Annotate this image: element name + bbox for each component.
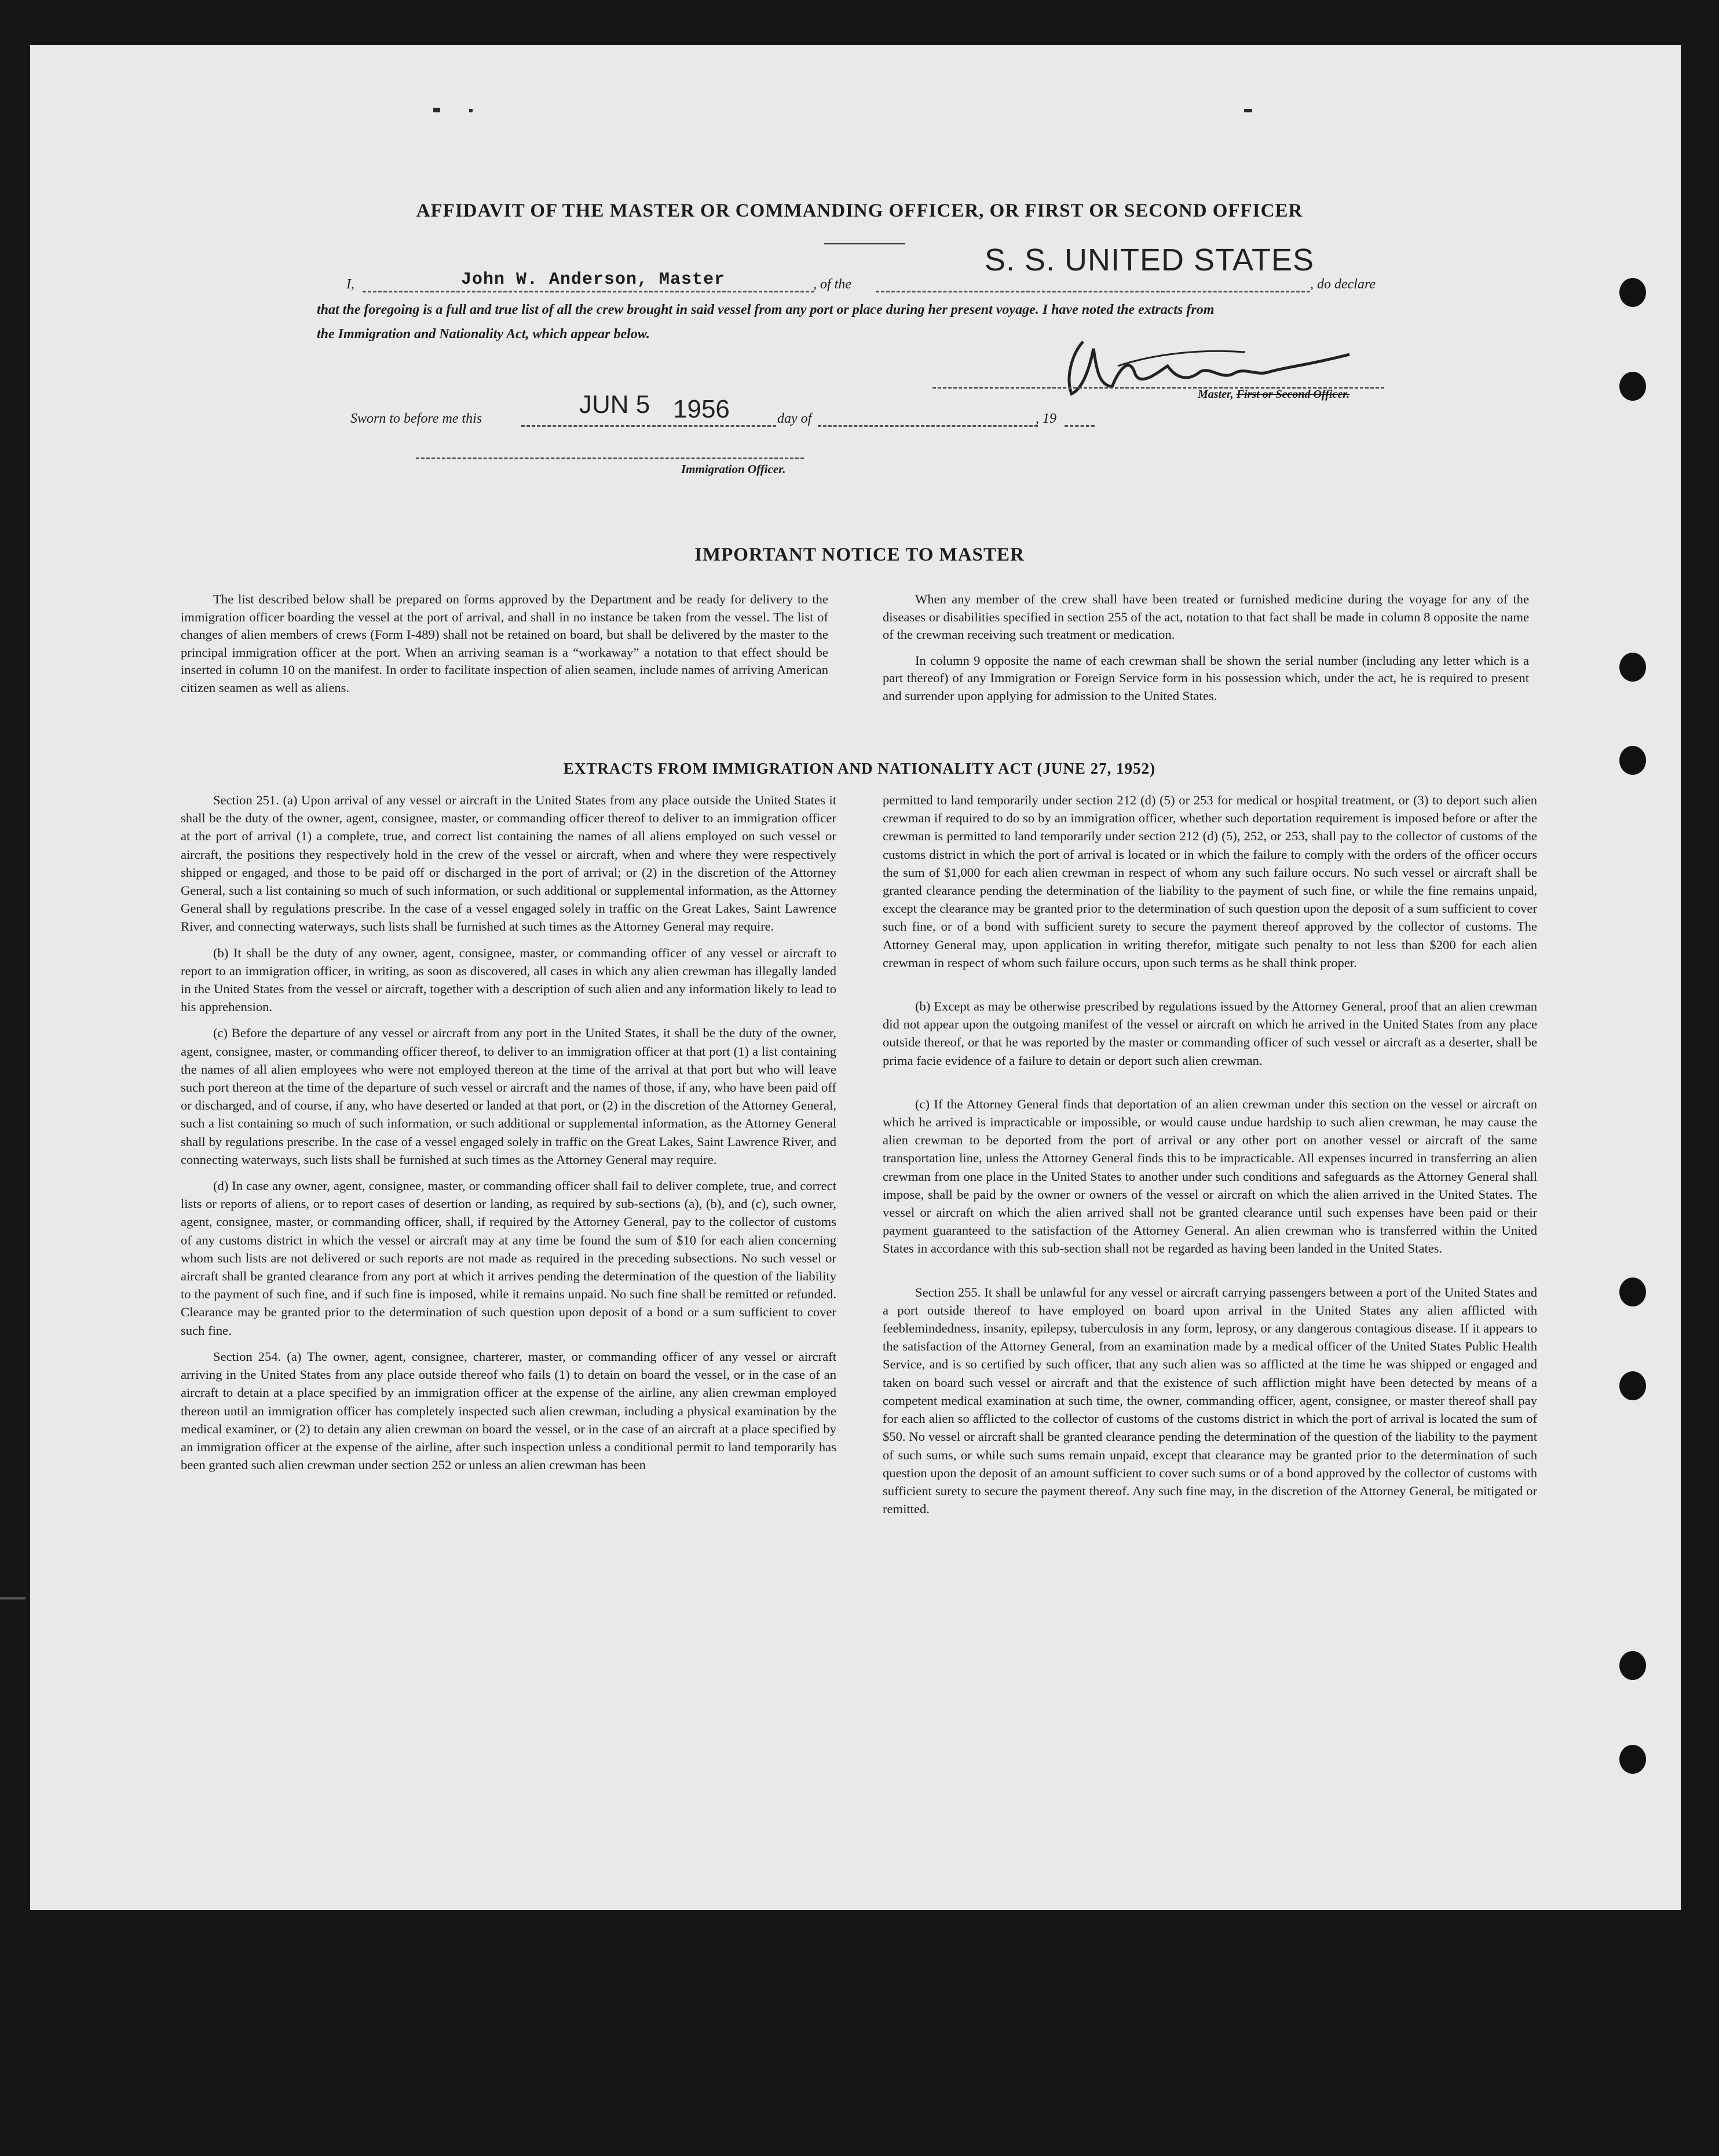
punch-hole-5 [1619,1278,1646,1306]
scan-mark-left-edge [0,1597,25,1599]
caption-master: Master, [1198,388,1234,401]
scan-mark-top-left [433,108,440,112]
caption-struck: First or Second Officer. [1236,388,1349,401]
punch-hole-8 [1619,1745,1646,1774]
of-the-label: , of the [813,277,851,292]
extracts-right-column [883,791,1537,1526]
punch-hole-2 [1619,372,1646,401]
notice-right-column [883,591,1529,713]
master-name: John W. Anderson, Master [461,270,726,290]
affidavit-title: AFFIDAVIT OF THE MASTER OR COMMANDING OFFICER, OR FIRST OR SECOND OFFICER [416,200,1303,221]
name-line [363,291,814,292]
vessel-line [876,291,1310,292]
statement-line-2: the Immigration and Nationality Act, which appear below. [317,327,650,342]
punch-hole-3 [1619,653,1646,682]
extracts-left-column [181,791,836,1482]
section-254a: Section 254. (a) The owner, agent, consignee, charterer, master, or commanding officer of any vessel or aircraft arriving in the United States from any place outside thereof who fails (1) to detain on board the vessel, or in the case of an aircraft to detain at a place specified by an immigration officer at the expense of the airline, any alien crewman employed thereon until an immigration officer has completely inspected such alien crewman, including a physical examination by the medical examiner, or (2) to detain any alien crewman on board the vessel, or in the case of an aircraft at a place specified by an immigration officer at the expense of the airline, after such inspection unless a conditional permit to land temporarily has been granted such alien crewman under section 252 or unless an alien crewman has been [181,1349,836,1473]
section-251a: Section 251. (a) Upon arrival of any vessel or aircraft in the United States from any place outside the United States it shall be the duty of the owner, agent, consignee, master, or commanding officer thereof to deliver to an immigration officer at the port of arrival (1) a complete, true, and correct list containing the names of all aliens employed on such vessel or aircraft, the positions they respectively hold in the crew of the vessel or aircraft, when and where they were respectively shipped or engaged, and those to be paid off or discharged in the port of arrival; or (2) in the discretion of the Attorney General, such a list containing so much of such information, or such additional or supplemental information, as the Attorney General shall by regulations prescribe. In the case of a vessel engaged solely in traffic on the Great Lakes, Saint Lawrence River, and connecting waterways, such lists shall be furnished at such times as the Attorney General may require. [181,793,836,934]
section-254b: (b) Except as may be otherwise prescribed by regulations issued by the Attorney General, proof that an alien crewman did not appear upon the outgoing manifest of the vessel or aircraft on which he arrived in the United States from any place outside thereof, or that he was reported by the master or commanding officer of such vessel or aircraft as a deserter, shall be prima facie evidence of a failure to detain or deport such alien crewman. [883,999,1537,1068]
year-line [1065,425,1095,427]
month-line [818,425,1038,427]
title-rule [824,243,905,244]
sworn-label: Sworn to before me this [350,411,482,426]
year-prefix: , 19 [1036,411,1056,426]
section-251c: (c) Before the departure of any vessel or aircraft from any port in the United States, it shall be the duty of the owner, agent, consignee, master, or commanding officer thereof, to deliver to an immigration officer at that port (1) a list containing the names of all alien employees who were not employed thereon at the time of the arrival at that port but who will leave such port thereon at the time of the departure of such vessel or aircraft and the names of those, if any, who have been paid off or discharged, and of course, if any, who have deserted or landed at that port, or (2) in the discretion of the Attorney General, such a list containing so much of such information, or such additional or supplemental information, as the Attorney General shall by regulations prescribe. In the case of a vessel engaged solely in traffic on the Great Lakes, Saint Lawrence River, and connecting waterways, such lists shall be furnished at such times as the Attorney General may require. [181,1026,836,1167]
section-254c: (c) If the Attorney General finds that deportation of an alien crewman under this section on the vessel or aircraft on which he arrived is impracticable or impossible, or would cause undue hardship to such alien crewman, he may cause the alien crewman to be deported from the port of arrival or any other port on another vessel or aircraft of the same transportation line, unless the Attorney General finds this to be impracticable. All expenses incurred in transferring an alien crewman from one place in the United States to another under such conditions and safeguards as the Attorney General shall impose, shall be paid by the owner or owners of the vessel or aircraft on which the alien arrived in the United States. The vessel or aircraft on which the alien arrived shall not be granted clearance until such expenses have been paid or their payment guaranteed to the satisfaction of the Attorney General. An alien crewman who is transferred within the United States in accordance with this sub-section shall not be regarded as having been landed in the United States. [883,1096,1537,1256]
sworn-year-stamp: 1956 [673,395,730,423]
section-254a-continued: permitted to land temporarily under section 212 (d) (5) or 253 for medical or hospital treatment, or (3) to deport such alien crewman if required to do so by an immigration officer, whether such deportation requirement is imposed before or after the crewman is permitted to land temporarily under section 212 (d) (5), 252, or 253, shall pay to the collector of customs of the customs district in which the port of arrival is located or in which the failure to comply with the orders of the officer occurs the sum of $1,000 for each alien crewman in respect of whom any such failure occurs. No such vessel or aircraft shall be granted clearance pending the determination of the liability to the payment of such fine, or while the fine remains unpaid, except the clearance may be granted prior to the determination of such question upon the deposit of a sum sufficient to cover such fine, or of a bond with sufficient surety to secure the payment thereof approved by the collector of customs. The Attorney General may, upon application in writing therefor, mitigate such penalty to not less than $200 for each alien crewman in respect of whom such failure occurs, upon such terms as he shall think proper. [883,793,1537,970]
sworn-day-line [521,425,776,427]
day-of-label: day of [777,411,812,426]
statement-line-1: that the foregoing is a full and true list of all the crew brought in said vessel from any port or place during her present voyage. I have noted the extracts from [317,302,1215,317]
officer-line [416,457,804,459]
punch-hole-7 [1619,1651,1646,1680]
do-declare-label: , do declare [1310,277,1376,292]
scan-mark-top-right [1244,109,1252,112]
immigration-officer-label: Immigration Officer. [681,462,786,476]
scan-mark-top-mid [469,109,473,112]
signature-caption [1198,388,1349,401]
extracts-title: EXTRACTS FROM IMMIGRATION AND NATIONALITY ACT (JUNE 27, 1952) [563,760,1156,777]
section-251b: (b) It shall be the duty of any owner, agent, consignee, master, or commanding officer of any vessel or aircraft to report to an immigration officer, in writing, as soon as discovered, all cases in which any alien crewman has illegally landed in the United States from the vessel or aircraft, together with a description of such alien and any information likely to lead to his apprehension. [181,945,836,1015]
pre-i-label: I, [346,277,354,292]
sworn-date-stamp: JUN 5 [579,390,650,419]
notice-title: IMPORTANT NOTICE TO MASTER [694,544,1025,565]
punch-hole-1 [1619,278,1646,307]
section-251d: (d) In case any owner, agent, consignee, master, or commanding officer shall fail to deliver complete, true, and correct lists or reports of aliens, or to report cases of desertion or landing, as required by sub-sections (a), (b), and (c), such owner, agent, consignee, master, or commanding officer, shall, if required by the Attorney General, pay to the collector of customs of any customs district in which the vessel or aircraft may at any time be found the sum of $10 for each alien concerning whom such lists are not delivered or such reports are not made as required in the preceding subsections. No such vessel or aircraft shall be granted clearance from any port at which it arrives pending the determination of the question of the liability to the payment of such fine, and if such fine is imposed, while it remains unpaid. No such fine shall be remitted or refunded. Clearance may be granted prior to the determination of such question upon deposit of a bond or a sum sufficient to cover such fine. [181,1178,836,1338]
notice-left-paragraph: The list described below shall be prepared on forms approved by the Department and be ready for delivery to the immigration officer boarding the vessel at the port of arrival, and shall in no instance be taken from the vessel. The list of changes of alien members of crews (Form I-489) shall not be retained on board, but shall be delivered by the master to the principal immigration officer at the port. When an arriving seaman is a “workaway” a notation to that effect should be inserted in column 10 on the manifest. In order to facilitate inspection of alien seamen, include names of arriving American citizen seamen as well as aliens. [181,592,828,695]
notice-left-column [181,591,828,705]
vessel-name: S. S. UNITED STATES [985,243,1315,277]
notice-right-paragraph-1: When any member of the crew shall have been treated or furnished medicine during the voyage for any of the diseases or disabilities specified in section 255 of the act, notation to that fact shall be made in column 8 opposite the name of the crewman receiving such treatment or medication. [883,592,1529,642]
notice-right-paragraph-2: In column 9 opposite the name of each crewman shall be shown the serial number (including any letter which is a part thereof) of any Immigration or Foreign Service form in his possession which, under the act, he is required to present and surrender upon applying for admission to the United States. [883,653,1529,703]
section-255: Section 255. It shall be unlawful for any vessel or aircraft carrying passengers between a port of the United States and a port outside thereof to have employed on board upon arrival in the United States any alien afflicted with feeblemindedness, insanity, epilepsy, tuberculosis in any form, leprosy, or any dangerous contagious disease. If it appears to the satisfaction of the Attorney General, from an examination made by a medical officer of the United States Public Health Service, and is so certified by such officer, that any such alien was so afflicted at the time he was shipped or engaged and taken on board such vessel or aircraft and that the existence of such affliction might have been detected by means of a competent medical examination at such time, the owner, commanding officer, agent, consignee, or master thereof shall pay for each alien so afflicted to the collector of customs of the customs district in which the port of arrival is located the sum of $50. No vessel or aircraft shall be granted clearance pending the determination of the question of the liability to the payment of such sums, or while such sums remain unpaid, except that clearance may be granted prior to the determination of such question upon the deposit of an amount sufficient to cover such sums or of a bond approved by the collector of customs with sufficient surety to secure the payment thereof. Any such fine may, in the discretion of the Attorney General, be mitigated or remitted. [883,1284,1537,1517]
punch-hole-6 [1619,1371,1646,1400]
